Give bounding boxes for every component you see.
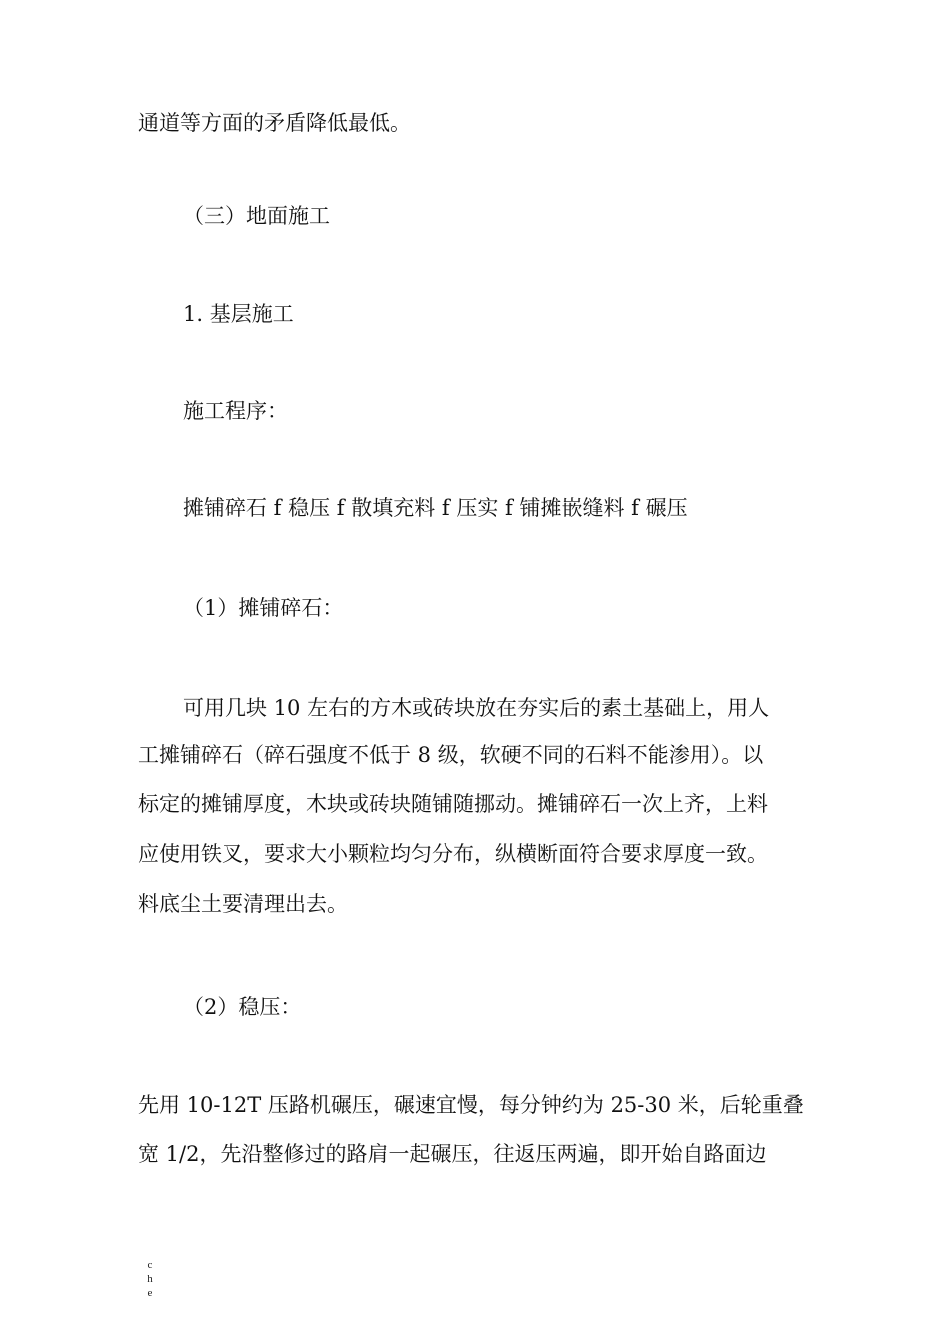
paragraph-line: 工摊铺碎石（碎石强度不低于 8 级，软硬不同的石料不能渗用）。以 <box>138 743 764 767</box>
text-line: 施工程序： <box>183 399 288 423</box>
step-heading: （2）稳压： <box>183 995 302 1019</box>
footer-char: c <box>147 1259 153 1271</box>
step-heading: （1）摊铺碎石： <box>183 596 344 620</box>
subsection-heading: 1. 基层施工 <box>183 302 294 326</box>
paragraph-line: 应使用铁叉，要求大小颗粒均匀分布，纵横断面符合要求厚度一致。 <box>138 842 768 866</box>
paragraph-line: 宽 1/2，先沿整修过的路肩一起碾压，往返压两遍，即开始自路面边 <box>138 1142 767 1166</box>
paragraph-line: 标定的摊铺厚度，木块或砖块随铺随挪动。摊铺碎石一次上齐，上料 <box>138 792 768 816</box>
footer-mark <box>145 1258 155 1300</box>
paragraph-line: 先用 10-12T 压路机碾压，碾速宜慢，每分钟约为 25-30 米，后轮重叠 <box>138 1093 804 1117</box>
paragraph-line: 可用几块 10 左右的方木或砖块放在夯实后的素土基础上，用人 <box>183 696 770 720</box>
process-sequence: 摊铺碎石 f 稳压 f 散填充料 f 压实 f 铺摊嵌缝料 f 碾压 <box>183 496 688 520</box>
text-line: 通道等方面的矛盾降低最低。 <box>138 111 411 135</box>
section-heading: （三）地面施工 <box>183 204 330 228</box>
paragraph-line: 料底尘土要清理出去。 <box>138 892 348 916</box>
footer-char: e <box>147 1287 153 1299</box>
footer-char: h <box>147 1273 153 1285</box>
